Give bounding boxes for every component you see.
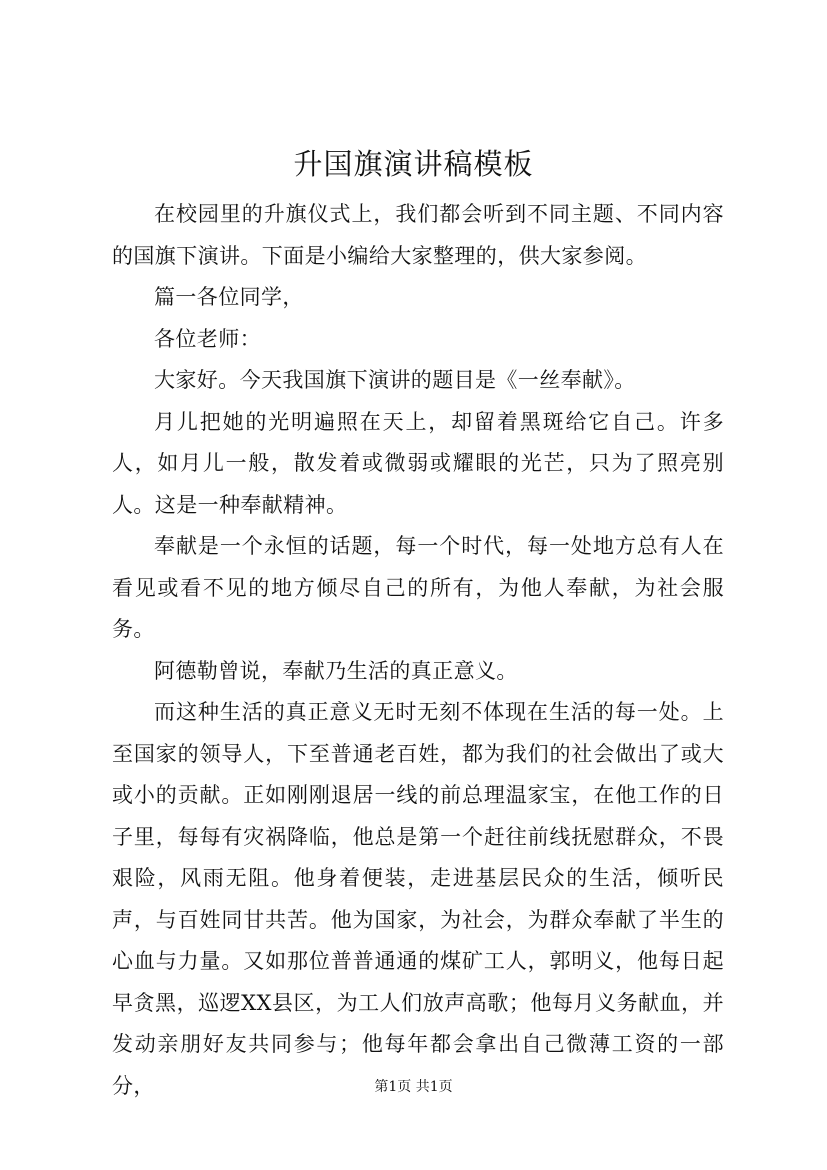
paragraph: 而这种生活的真正意义无时无刻不体现在生活的每一处。上至国家的领导人，下至普通老百姓，都为我们的社会做出了或大或小的贡献。正如刚刚退居一线的前总理温家宝，在他工作的日子里，每每有灾祸降临，他总是第一个赶往前线抚慰群众，不畏艰险，风雨无阻。他身着便装，走进基层民众的生活，倾听民声，与百姓同甘共苦。他为国家，为社会，为群众奉献了半生的心血与力量。又如那位普普通通的煤矿工人，郭明义，他每日起早贪黑，巡逻XX县区，为工人们放声高歌；他每月义务献血，并发动亲朋好友共同参与；他每年都会拿出自己微薄工资的一部分， bbox=[112, 700, 724, 1098]
document-body bbox=[112, 194, 724, 1107]
paragraph: 各位老师： bbox=[154, 326, 261, 351]
paragraph: 在校园里的升旗仪式上，我们都会听到不同主题、不同内容的国旗下演讲。下面是小编给大家整理的，供大家参阅。 bbox=[112, 202, 724, 268]
page-footer: 第1页 共1页 bbox=[374, 1079, 453, 1095]
paragraph: 大家好。今天我国旗下演讲的题目是《一丝奉献》。 bbox=[154, 368, 636, 392]
paragraph: 篇一各位同学， bbox=[154, 285, 304, 309]
paragraph: 月儿把她的光明遍照在天上，却留着黑斑给它自己。许多人，如月儿一般，散发着或微弱或耀眼的光芒，只为了照亮别人。这是一种奉献精神。 bbox=[112, 409, 724, 517]
document-title: 升国旗演讲稿模板 bbox=[293, 147, 534, 181]
paragraph: 奉献是一个永恒的话题，每一个时代，每一处地方总有人在看见或看不见的地方倾尽自己的所有，为他人奉献，为社会服务。 bbox=[112, 534, 724, 641]
paragraph: 阿德勒曾说，奉献乃生活的真正意义。 bbox=[154, 658, 518, 683]
